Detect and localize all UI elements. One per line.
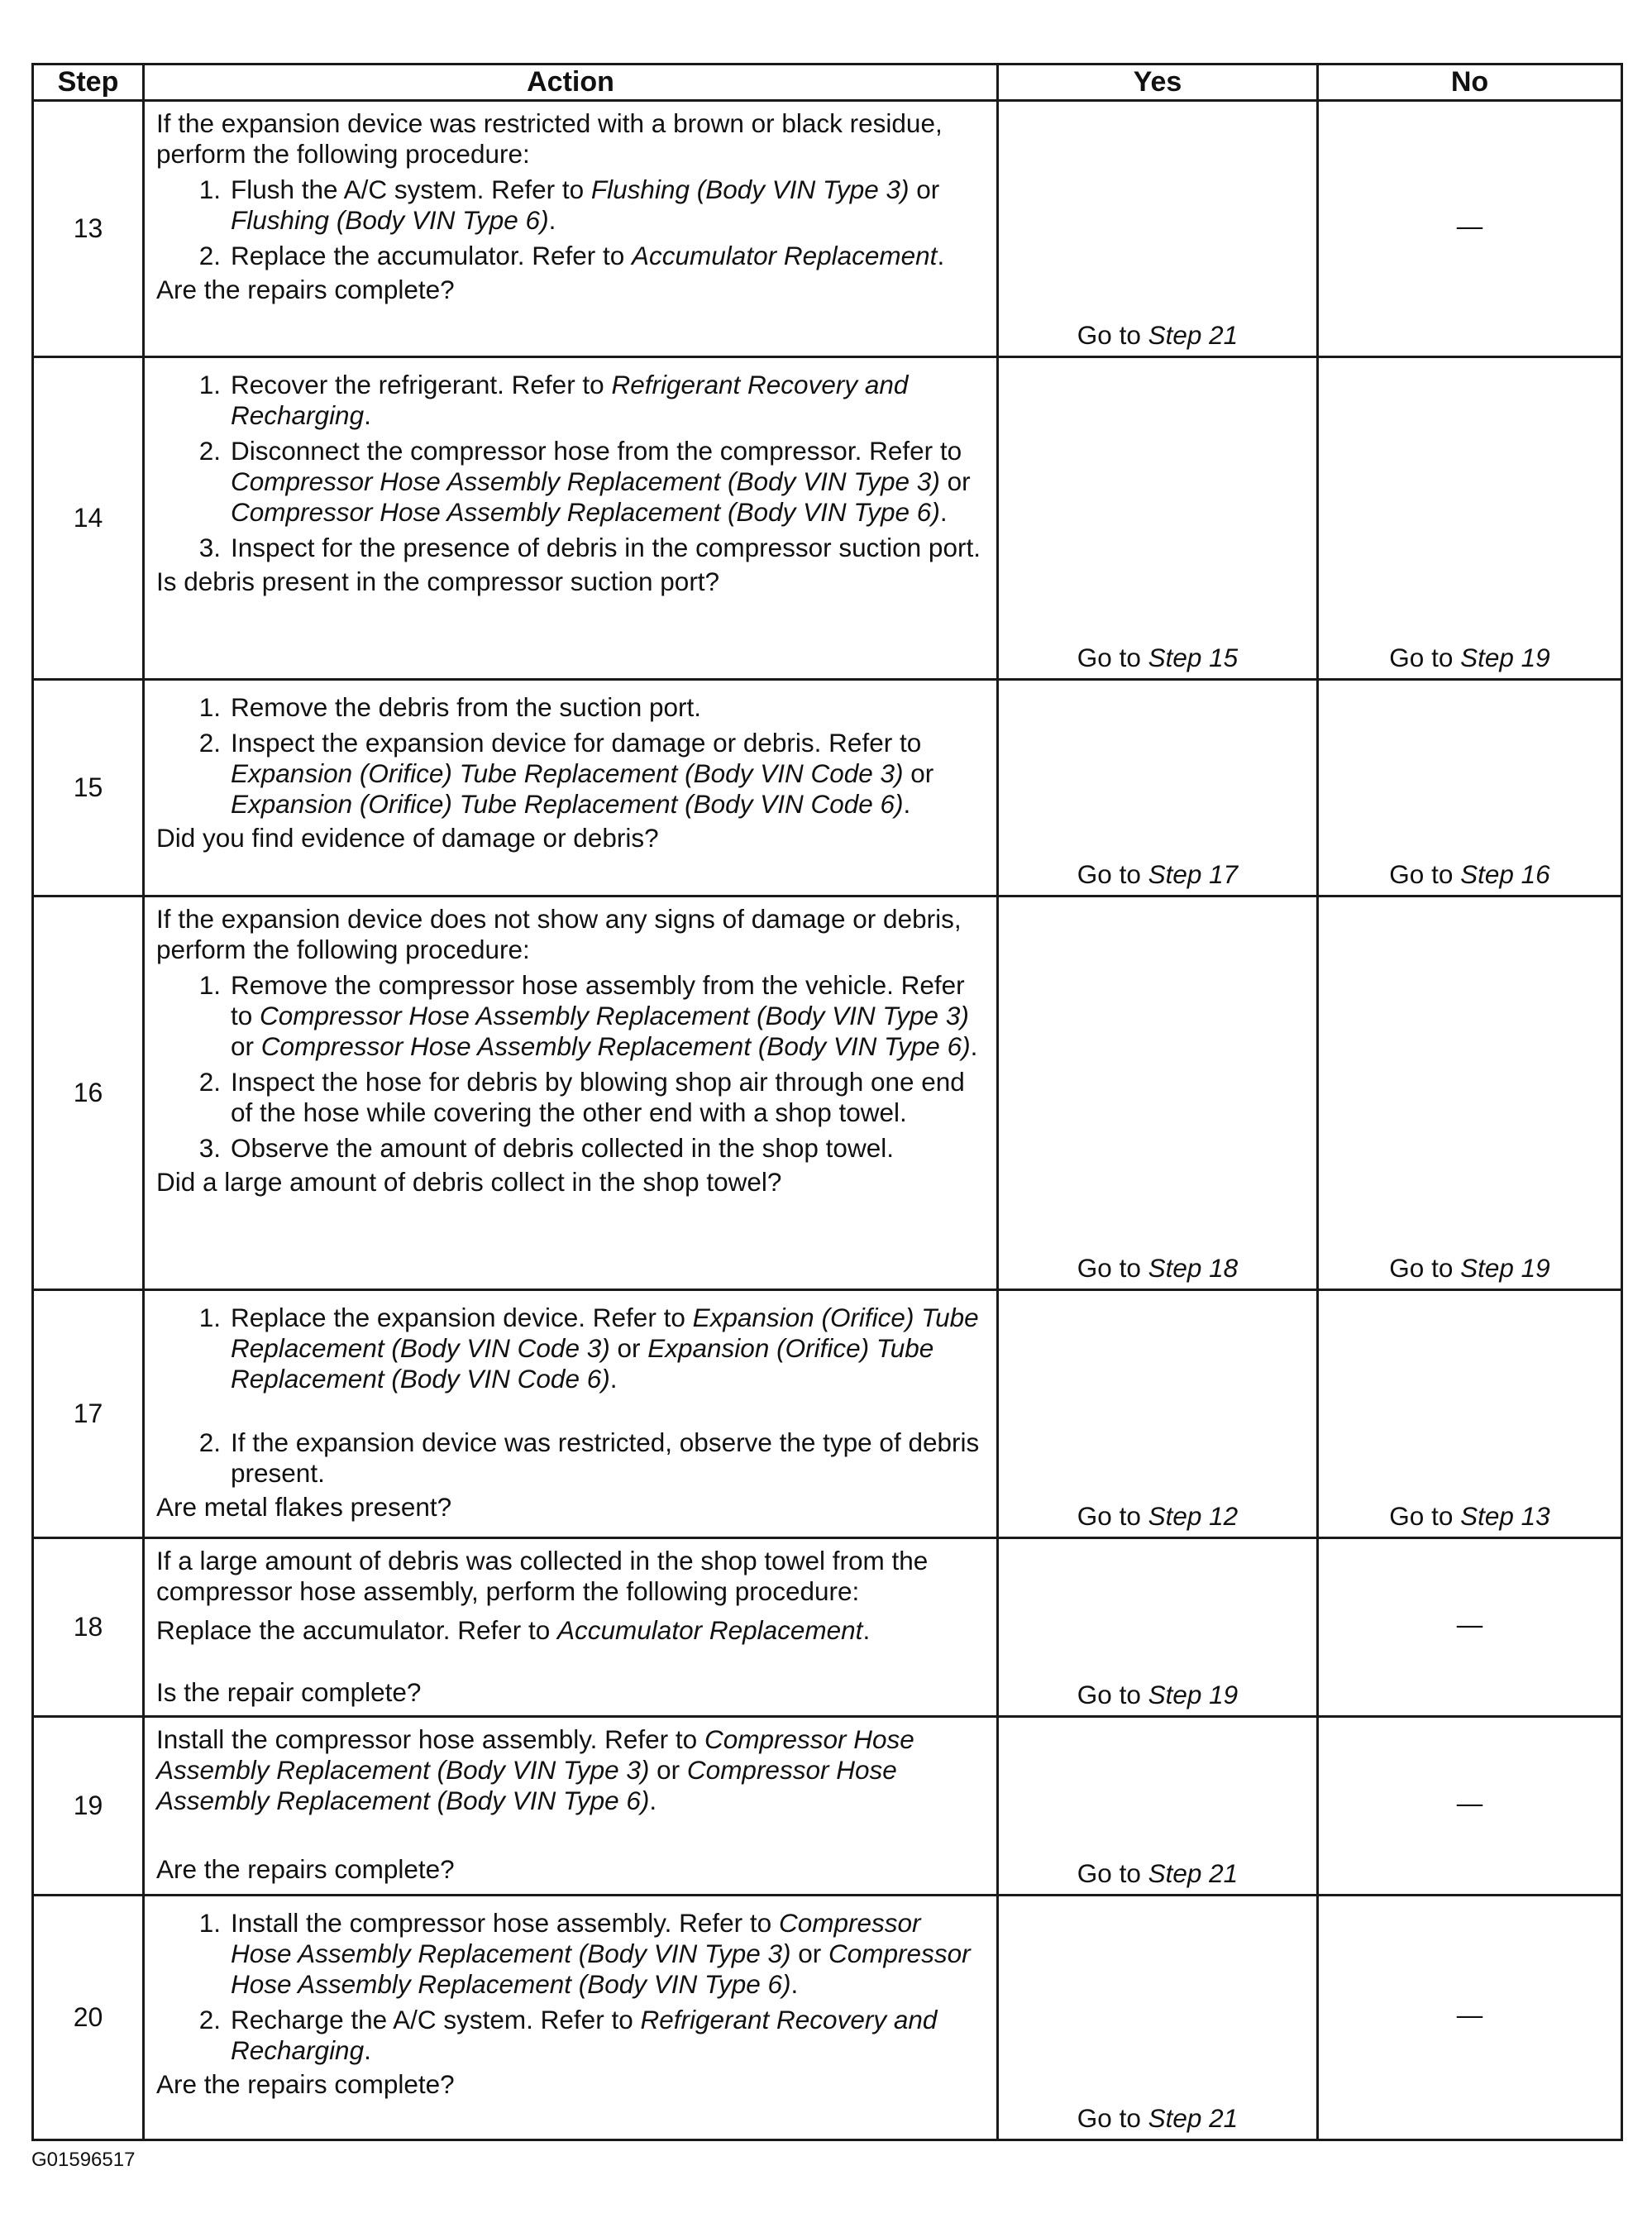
list-item (156, 2005, 988, 2066)
procedure-list (156, 1303, 988, 1489)
step-number: 15 (33, 680, 144, 896)
list-item (156, 1427, 988, 1489)
step-number: 17 (33, 1290, 144, 1538)
action-question: Did a large amount of debris collect in the shop towel? (156, 1167, 782, 1197)
header-yes: Yes (998, 65, 1318, 101)
action-cell (144, 680, 998, 896)
table-row (33, 896, 1622, 1290)
item-number: 1. (198, 1303, 221, 1332)
item-text: Remove the compressor hose assembly from the vehicle. Refer to Compressor Hose Assembly Replacement (Body VIN Type 3) or Compressor Hose Assembly Replacement (Body VIN Type 6). (231, 970, 978, 1061)
step-number: 13 (33, 101, 144, 357)
item-text: Disconnect the compressor hose from the compressor. Refer to Compressor Hose Assembly Replacement (Body VIN Type 3) or Compressor Hose Assembly Replacement (Body VIN Type 6). (231, 436, 971, 527)
action-cell (144, 896, 998, 1290)
action-question: Are the repairs complete? (156, 275, 455, 304)
header-step: Step (33, 65, 144, 101)
item-text: If the expansion device was restricted, observe the type of debris present. (231, 1427, 980, 1488)
item-text: Inspect for the presence of debris in the compressor suction port. (231, 533, 981, 562)
procedure-list (156, 692, 988, 820)
step-number: 20 (33, 1896, 144, 2140)
list-item (156, 1303, 988, 1394)
action-intro: If the expansion device does not show any signs of damage or debris, perform the following procedure: (156, 904, 962, 964)
table-row (33, 1896, 1622, 2140)
action-cell (144, 1290, 998, 1538)
procedure-list (156, 1908, 988, 2066)
item-number: 2. (198, 1067, 221, 1097)
diagnostic-table (31, 63, 1623, 2141)
yes-cell: Go to Step 17 (998, 680, 1318, 896)
item-text: Replace the accumulator. Refer to Accumulator Replacement. (231, 241, 945, 270)
action-detail: Replace the accumulator. Refer to Accumulator Replacement. (156, 1615, 871, 1645)
item-number: 3. (198, 1133, 221, 1163)
no-cell: — (1318, 1896, 1622, 2140)
item-text: Observe the amount of debris collected in the shop towel. (231, 1133, 894, 1163)
action-cell (144, 357, 998, 680)
item-number: 2. (198, 728, 221, 758)
item-number: 2. (198, 2005, 221, 2034)
table-row (33, 1290, 1622, 1538)
header-row (33, 65, 1622, 101)
header-no: No (1318, 65, 1622, 101)
item-number: 2. (198, 1427, 221, 1457)
item-text: Inspect the expansion device for damage or debris. Refer to Expansion (Orifice) Tube Replacement (Body VIN Code 3) or Expansion (Orifice) Tube Replacement (Body VIN Code 6). (231, 728, 934, 819)
list-item (156, 1133, 988, 1164)
yes-cell: Go to Step 19 (998, 1538, 1318, 1717)
item-number: 1. (198, 970, 221, 1000)
item-number: 1. (198, 370, 221, 399)
list-item (156, 533, 988, 563)
item-number: 2. (198, 436, 221, 466)
item-text: Recharge the A/C system. Refer to Refrigerant Recovery and Recharging. (231, 2005, 938, 2065)
item-number: 2. (198, 241, 221, 270)
no-cell: Go to Step 16 (1318, 680, 1622, 896)
step-number: 18 (33, 1538, 144, 1717)
procedure-list (156, 370, 988, 563)
list-item (156, 728, 988, 820)
item-number: 1. (198, 1908, 221, 1938)
figure-id: G01596517 (31, 2149, 136, 2171)
item-text: Recover the refrigerant. Refer to Refrigerant Recovery and Recharging. (231, 370, 909, 430)
action-intro: Install the compressor hose assembly. Refer to Compressor Hose Assembly Replacement (Body VIN Type 3) or Compressor Hose Assembly Replacement (Body VIN Type 6). (156, 1724, 914, 1815)
action-cell (144, 1717, 998, 1896)
action-cell (144, 1538, 998, 1717)
item-number: 1. (198, 692, 221, 722)
procedure-list (156, 970, 988, 1164)
action-question: Are metal flakes present? (156, 1492, 452, 1522)
action-question: Are the repairs complete? (156, 2069, 455, 2099)
item-text: Flush the A/C system. Refer to Flushing (Body VIN Type 3) or Flushing (Body VIN Type 6). (231, 175, 940, 235)
yes-cell: Go to Step 12 (998, 1290, 1318, 1538)
yes-cell: Go to Step 21 (998, 101, 1318, 357)
no-cell: — (1318, 1717, 1622, 1896)
action-question: Are the repairs complete? (156, 1854, 455, 1884)
item-number: 3. (198, 533, 221, 562)
list-item (156, 692, 988, 723)
no-cell: — (1318, 101, 1622, 357)
list-item (156, 241, 988, 271)
yes-cell: Go to Step 15 (998, 357, 1318, 680)
action-cell (144, 1896, 998, 2140)
step-number: 19 (33, 1717, 144, 1896)
action-intro: If the expansion device was restricted with a brown or black residue, perform the following procedure: (156, 108, 943, 169)
list-item (156, 1908, 988, 2000)
list-item (156, 175, 988, 236)
list-item (156, 970, 988, 1062)
table-row (33, 1538, 1622, 1717)
item-number: 1. (198, 175, 221, 204)
no-cell: Go to Step 19 (1318, 896, 1622, 1290)
table-row (33, 101, 1622, 357)
action-question: Is debris present in the compressor suction port? (156, 567, 720, 596)
action-question: Did you find evidence of damage or debris? (156, 823, 659, 853)
action-cell (144, 101, 998, 357)
list-item (156, 370, 988, 431)
step-number: 14 (33, 357, 144, 680)
action-intro: If a large amount of debris was collected in the shop towel from the compressor hose assembly, perform the following procedure: (156, 1546, 929, 1606)
yes-cell: Go to Step 21 (998, 1717, 1318, 1896)
no-cell: Go to Step 13 (1318, 1290, 1622, 1538)
item-text: Install the compressor hose assembly. Refer to Compressor Hose Assembly Replacement (Body VIN Type 3) or Compressor Hose Assembly Replacement (Body VIN Type 6). (231, 1908, 971, 1999)
header-action: Action (144, 65, 998, 101)
list-item (156, 436, 988, 528)
procedure-list (156, 175, 988, 271)
yes-cell: Go to Step 21 (998, 1896, 1318, 2140)
step-number: 16 (33, 896, 144, 1290)
table-row (33, 680, 1622, 896)
item-text: Inspect the hose for debris by blowing shop air through one end of the hose while covering the other end with a shop towel. (231, 1067, 965, 1127)
no-cell: Go to Step 19 (1318, 357, 1622, 680)
table-row (33, 357, 1622, 680)
no-cell: — (1318, 1538, 1622, 1717)
table-row (33, 1717, 1622, 1896)
action-question: Is the repair complete? (156, 1677, 422, 1707)
item-text: Replace the expansion device. Refer to Expansion (Orifice) Tube Replacement (Body VIN Code 3) or Expansion (Orifice) Tube Replacement (Body VIN Code 6). (231, 1303, 979, 1394)
item-text: Remove the debris from the suction port. (231, 692, 702, 722)
list-item (156, 1067, 988, 1128)
yes-cell: Go to Step 18 (998, 896, 1318, 1290)
